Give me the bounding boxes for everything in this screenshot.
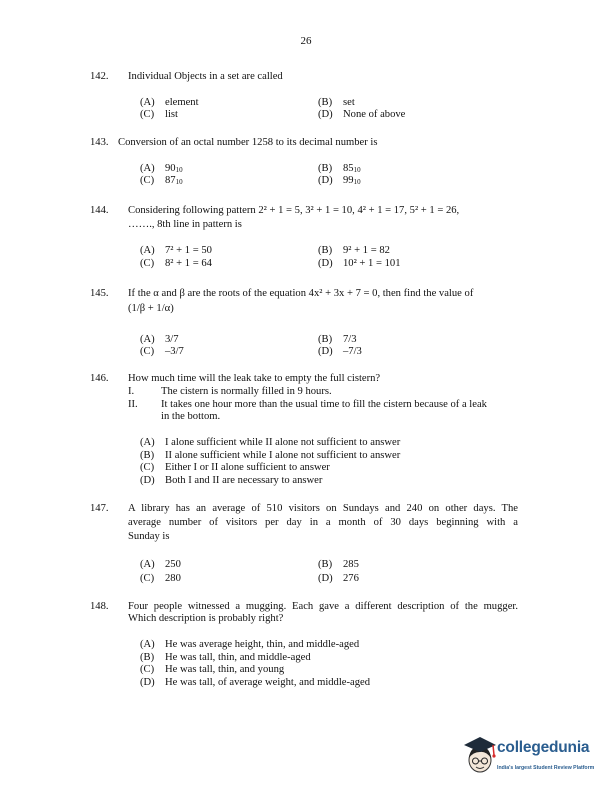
statement-text: It takes one hour more than the usual time to fill the cistern because of a leak [161,399,487,410]
option-b: (B) II alone sufficient while I alone not sufficient to answer [140,450,401,461]
option-c: (C) list [140,109,178,120]
option-c: (C) He was tall, thin, and young [140,664,285,675]
option-a: (A) 250 [140,559,181,570]
option-d: (D) $99_{10}$ [318,175,361,186]
question-number: 143. [90,137,109,148]
option-b: (B) $85_{10}$ [318,163,361,174]
option-c: (C) Either I or II alone sufficient to answer [140,462,330,473]
question-number: 146. [90,373,109,384]
option-b: (B) 285 [318,559,359,570]
question-text: How much time will the leak take to empty the full cistern? [128,373,381,384]
option-c: (C) –3/7 [140,346,184,357]
option-d: (D) He was tall, of average weight, and middle-aged [140,677,371,688]
option-a: (A) He was average height, thin, and middle-aged [140,639,360,650]
option-a: (A) 7² + 1 = 50 [140,245,212,256]
question-text: Conversion of an octal number 1258 to its decimal number is [118,137,378,148]
option-a: (A) 3/7 [140,334,179,345]
option-b: (B) set [318,97,355,108]
question-number: 142. [90,71,109,82]
question-text-line-2: Which description is probably right? [128,613,284,624]
option-c: (C) 8² + 1 = 64 [140,258,212,269]
statement-text: The cistern is normally filled in 9 hours. [161,386,332,397]
brand-tagline: India's largest Student Review Platform [497,765,595,771]
question-number: 147. [90,503,109,514]
question-text-line-1: If the α and β are the roots of the equation 4x² + 3x + 7 = 0, then find the value of [128,288,474,299]
option-a: (A) element [140,97,199,108]
question-text: Individual Objects in a set are called [128,71,283,82]
option-d: (D) –7/3 [318,346,362,357]
collegedunia-logo-icon [462,734,498,781]
question-text-line-1: Considering following pattern 2² + 1 = 5, 3² + 1 = 10, 4² + 1 = 17, 5² + 1 = 26, [128,205,460,216]
option-b: (B) 7/3 [318,334,357,345]
option-a: (A) I alone sufficient while II alone not sufficient to answer [140,437,401,448]
option-b: (B) 9² + 1 = 82 [318,245,390,256]
option-b: (B) He was tall, thin, and middle-aged [140,652,311,663]
option-c: (C) 280 [140,573,181,584]
question-text-line-2: (1/β + 1/α) [128,303,174,314]
question-number: 148. [90,601,109,612]
question-text-line-2: average number of visitors per day in a month of 30 days beginning with a [128,517,518,528]
page-number: 26 [300,35,312,47]
option-d: (D) 10² + 1 = 101 [318,258,401,269]
option-d: (D) None of above [318,109,406,120]
question-text-line-1: Four people witnessed a mugging. Each gave a different description of the mugger. [128,601,518,612]
option-d: (D) Both I and II are necessary to answer [140,475,323,486]
statement-text-continued: in the bottom. [161,411,221,422]
statement-label: I. [128,386,135,397]
question-number: 144. [90,205,109,216]
option-c: (C) $87_{10}$ [140,175,183,186]
question-text-line-1: A library has an average of 510 visitors on Sundays and 240 on other days. The [128,503,518,514]
question-text-line-2: ……., 8th line in pattern is [128,219,242,230]
question-text-line-3: Sunday is [128,531,170,542]
option-d: (D) 276 [318,573,359,584]
option-a: (A) $90_{10}$ [140,163,183,174]
brand-name: collegedunia [497,739,590,756]
statement-label: II. [128,399,138,410]
question-number: 145. [90,288,109,299]
